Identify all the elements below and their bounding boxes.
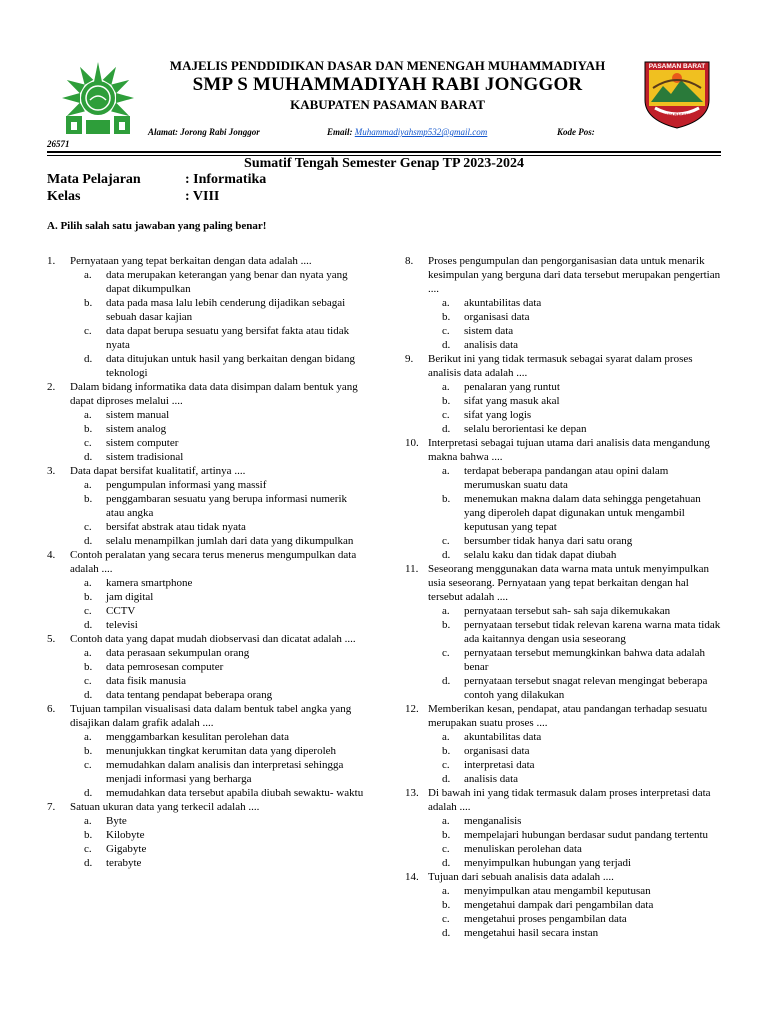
question-text: Dalam bidang informatika data data disimpan dalam bentuk yang dapat diproses melalui .... [70, 381, 358, 407]
answer-option [70, 534, 367, 548]
answer-option [70, 758, 367, 786]
option-text: menggambarkan kesulitan perolehan data [106, 731, 289, 743]
option-letter: c. [442, 535, 450, 547]
option-text: selalu kaku dan tidak dapat diubah [464, 549, 617, 561]
answer-option [428, 884, 723, 898]
option-text: pernyataan tersebut tidak relevan karena warna mata tidak ada kaitannya dengan usia seseorang [464, 619, 721, 645]
option-letter: d. [84, 353, 93, 365]
question-number: 13. [405, 787, 419, 799]
question-text: Proses pengumpulan dan pengorganisasian data untuk menarik kesimpulan yang berguna dari data tersebut merupakan pengertian .... [428, 255, 721, 295]
answer-option [70, 590, 367, 604]
option-text: sifat yang masuk akal [464, 395, 560, 407]
option-text: kamera smartphone [106, 577, 193, 589]
question-item [47, 800, 367, 870]
option-text: jam digital [106, 591, 154, 603]
question-item [47, 254, 367, 380]
answer-options [70, 730, 367, 800]
option-letter: c. [84, 437, 92, 449]
question-number: 2. [47, 381, 56, 393]
option-text: organisasi data [464, 311, 530, 323]
option-letter: b. [442, 745, 451, 757]
subject-value: : Informatika [185, 172, 267, 187]
org-name: MAJELIS PENDDIDIKAN DASAR DAN MENENGAH MUHAMMADIYAH [169, 58, 606, 73]
answer-option [428, 604, 723, 618]
option-letter: d. [84, 689, 93, 701]
option-letter: c. [442, 759, 450, 771]
option-text: data dapat berupa sesuatu yang bersifat fakta atau tidak nyata [106, 325, 350, 351]
option-text: menunjukkan tingkat kerumitan data yang diperoleh [106, 745, 337, 757]
answer-option [428, 814, 723, 828]
answer-options [428, 296, 723, 352]
option-letter: d. [442, 857, 451, 869]
question-item [405, 562, 723, 702]
option-letter: a. [442, 605, 450, 617]
option-text: Kilobyte [106, 829, 145, 841]
answer-option [428, 856, 723, 870]
answer-options [70, 576, 367, 632]
answer-options [428, 730, 723, 786]
class-value: : VIII [185, 189, 220, 204]
answer-option [70, 618, 367, 632]
option-letter: a. [442, 885, 450, 897]
answer-option [428, 772, 723, 786]
option-text: sistem manual [106, 409, 170, 421]
option-letter: a. [84, 731, 92, 743]
answer-options [70, 408, 367, 464]
option-text: analisis data [464, 339, 519, 351]
option-text: mempelajari hubungan berdasar sudut pandang tertentu [464, 829, 709, 841]
option-letter: c. [84, 843, 92, 855]
option-letter: a. [84, 409, 92, 421]
option-letter: c. [442, 647, 450, 659]
subject-row [47, 172, 266, 188]
option-text: bersumber tidak hanya dari satu orang [464, 535, 633, 547]
question-text: Tujuan tampilan visualisasi data dalam bentuk tabel angka yang disajikan dalam grafik adalah .... [70, 703, 352, 729]
question-item [405, 436, 723, 562]
option-text: organisasi data [464, 745, 530, 757]
option-text: memudahkan dalam analisis dan interpretasi sehingga menjadi informasi yang berharga [106, 759, 344, 785]
option-text: bersifat abstrak atau tidak nyata [106, 521, 246, 533]
questions-left-column [47, 254, 367, 870]
option-text: menuliskan perolehan data [464, 843, 582, 855]
exam-title: Sumatif Tengah Semester Genap TP 2023-2024 [244, 156, 524, 171]
answer-option [70, 660, 367, 674]
answer-option [428, 646, 723, 674]
question-item [405, 254, 723, 352]
answer-option [70, 296, 367, 324]
answer-option [428, 674, 723, 702]
answer-option [70, 688, 367, 702]
question-item [405, 786, 723, 870]
option-text: interpretasi data [464, 759, 535, 771]
emblem-motto: TUAH BASAMO [662, 112, 692, 117]
option-letter: b. [84, 423, 93, 435]
answer-option [70, 408, 367, 422]
option-letter: c. [84, 521, 92, 533]
option-text: penggambaran sesuatu yang berupa informasi numerik atau angka [106, 493, 348, 519]
question-text: Seseorang menggunakan data warna mata untuk menyimpulkan usia seseorang. Pernyataan yang tepat berkaitan dengan hal tersebut adalah .... [428, 563, 710, 603]
postal-code: 26571 [47, 139, 70, 149]
option-letter: b. [442, 311, 451, 323]
answer-option [70, 352, 367, 380]
letterhead-rule-thick [47, 151, 721, 153]
option-letter: c. [84, 759, 92, 771]
answer-option [428, 534, 723, 548]
answer-option [428, 408, 723, 422]
option-letter: b. [442, 619, 451, 631]
answer-option [70, 450, 367, 464]
school-address: Alamat: Jorong Rabi Jonggor [148, 127, 260, 137]
email-line [327, 127, 487, 137]
option-letter: c. [442, 843, 450, 855]
option-text: akuntabilitas data [464, 297, 542, 309]
answer-option [70, 814, 367, 828]
option-text: analisis data [464, 773, 519, 785]
option-letter: b. [84, 745, 93, 757]
question-item [405, 352, 723, 436]
option-letter: a. [442, 465, 450, 477]
option-text: selalu berorientasi ke depan [464, 423, 587, 435]
postal-label: Kode Pos: [557, 127, 595, 137]
option-letter: b. [442, 395, 451, 407]
option-letter: d. [84, 619, 93, 631]
class-row [47, 189, 219, 205]
answer-option [428, 492, 723, 534]
option-text: sistem tradisional [106, 451, 184, 463]
option-text: data pemrosesan computer [106, 661, 224, 673]
email-link[interactable]: Muhammadiyahsmp532@gmail.com [354, 127, 488, 137]
option-text: mengetahui dampak dari pengambilan data [464, 899, 654, 911]
question-text: Tujuan dari sebuah analisis data adalah .... [428, 871, 614, 883]
answer-option [428, 296, 723, 310]
answer-option [428, 842, 723, 856]
option-text: menyimpulkan hubungan yang terjadi [464, 857, 632, 869]
answer-option [70, 730, 367, 744]
question-text: Di bawah ini yang tidak termasuk dalam proses interpretasi data adalah .... [428, 787, 711, 813]
option-text: data merupakan keterangan yang benar dan nyata yang dapat dikumpulkan [106, 269, 348, 295]
option-text: sistem data [464, 325, 514, 337]
question-text: Interpretasi sebagai tujuan utama dari analisis data mengandung makna bahwa .... [428, 437, 710, 463]
question-text: Satuan ukuran data yang terkecil adalah .... [70, 801, 260, 813]
answer-option [70, 324, 367, 352]
option-text: menemukan makna dalam data sehingga pengetahuan yang diperoleh dapat digunakan untuk mengambil keputusan yang tepat [464, 493, 701, 533]
option-letter: c. [442, 325, 450, 337]
question-item [405, 702, 723, 786]
answer-option [428, 338, 723, 352]
question-number: 9. [405, 353, 414, 365]
answer-option [70, 268, 367, 296]
answer-option [428, 912, 723, 926]
option-text: data fisik manusia [106, 675, 187, 687]
question-text: Pernyataan yang tepat berkaitan dengan data adalah .... [70, 255, 312, 267]
option-text: pernyataan tersebut snagat relevan mengingat beberapa contoh yang dilakukan [464, 675, 708, 701]
option-letter: d. [442, 927, 451, 939]
question-item [47, 548, 367, 632]
option-letter: b. [84, 493, 93, 505]
question-number: 4. [47, 549, 56, 561]
option-letter: b. [442, 829, 451, 841]
option-text: sifat yang logis [464, 409, 532, 421]
answer-options [428, 380, 723, 436]
question-text: Contoh data yang dapat mudah diobservasi dan dicatat adalah .... [70, 633, 356, 645]
option-text: menganalisis [464, 815, 522, 827]
question-text: Memberikan kesan, pendapat, atau pandangan terhadap sesuatu merupakan suatu proses .... [428, 703, 708, 729]
option-letter: a. [84, 269, 92, 281]
option-letter: b. [442, 899, 451, 911]
option-letter: d. [442, 773, 451, 785]
answer-option [428, 730, 723, 744]
option-text: mengetahui hasil secara instan [464, 927, 599, 939]
option-letter: c. [84, 675, 92, 687]
answer-option [70, 576, 367, 590]
answer-option [428, 828, 723, 842]
answer-option [70, 856, 367, 870]
question-text: Berikut ini yang tidak termasuk sebagai syarat dalam proses analisis data adalah .... [428, 353, 693, 379]
question-number: 8. [405, 255, 414, 267]
option-text: CCTV [106, 605, 136, 617]
answer-option [428, 324, 723, 338]
emblem-title: PASAMAN BARAT [648, 63, 706, 70]
option-letter: a. [84, 647, 92, 659]
option-letter: b. [442, 493, 451, 505]
question-number: 14. [405, 871, 419, 883]
option-text: menyimpulkan atau mengambil keputusan [464, 885, 651, 897]
question-item [405, 870, 723, 940]
question-number: 7. [47, 801, 56, 813]
answer-option [428, 618, 723, 646]
answer-options [428, 814, 723, 870]
option-text: sistem analog [106, 423, 167, 435]
option-letter: a. [442, 731, 450, 743]
email-label: Email: [327, 127, 353, 137]
option-text: mengetahui proses pengambilan data [464, 913, 627, 925]
option-letter: d. [84, 535, 93, 547]
district-name: KABUPATEN PASAMAN BARAT [290, 97, 485, 112]
answer-option [428, 464, 723, 492]
option-text: penalaran yang runtut [464, 381, 560, 393]
answer-option [70, 842, 367, 856]
question-text: Contoh peralatan yang secara terus menerus mengumpulkan data adalah .... [70, 549, 357, 575]
option-letter: a. [84, 479, 92, 491]
option-letter: c. [84, 605, 92, 617]
option-text: memudahkan data tersebut apabila diubah sewaktu- waktu [106, 787, 364, 799]
question-item [47, 702, 367, 800]
option-letter: a. [442, 815, 450, 827]
subject-label: Mata Pelajaran [47, 172, 141, 187]
muhammadiyah-logo [62, 60, 134, 138]
pasaman-barat-emblem [641, 58, 713, 130]
option-letter: d. [442, 675, 451, 687]
question-text: Data dapat bersifat kualitatif, artinya .... [70, 465, 246, 477]
option-letter: a. [84, 577, 92, 589]
instruction: A. Pilih salah satu jawaban yang paling benar! [47, 220, 267, 232]
option-letter: a. [442, 297, 450, 309]
answer-options [70, 814, 367, 870]
answer-option [70, 646, 367, 660]
question-number: 1. [47, 255, 56, 267]
answer-options [70, 478, 367, 548]
answer-option [70, 478, 367, 492]
option-letter: c. [84, 325, 92, 337]
answer-option [70, 828, 367, 842]
option-letter: d. [442, 339, 451, 351]
school-name: SMP S MUHAMMADIYAH RABI JONGGOR [192, 74, 583, 95]
option-letter: b. [84, 829, 93, 841]
question-number: 12. [405, 703, 419, 715]
answer-option [70, 674, 367, 688]
option-text: pernyataan tersebut memungkinkan bahwa data adalah benar [464, 647, 705, 673]
option-letter: a. [442, 381, 450, 393]
option-text: sistem computer [106, 437, 179, 449]
answer-option [428, 926, 723, 940]
question-number: 6. [47, 703, 56, 715]
letterhead [140, 58, 635, 113]
question-number: 5. [47, 633, 56, 645]
answer-option [428, 310, 723, 324]
question-item [47, 464, 367, 548]
question-number: 10. [405, 437, 419, 449]
option-text: pernyataan tersebut sah- sah saja dikemukakan [464, 605, 671, 617]
option-text: selalu menampilkan jumlah dari data yang dikumpulkan [106, 535, 354, 547]
answer-options [70, 268, 367, 380]
answer-options [428, 604, 723, 702]
question-item [47, 380, 367, 464]
option-letter: d. [84, 451, 93, 463]
answer-option [428, 422, 723, 436]
answer-options [428, 884, 723, 940]
option-text: Gigabyte [106, 843, 147, 855]
option-text: data tentang pendapat beberapa orang [106, 689, 273, 701]
option-letter: d. [442, 549, 451, 561]
question-item [47, 632, 367, 702]
option-letter: d. [442, 423, 451, 435]
option-letter: b. [84, 591, 93, 603]
answer-option [70, 786, 367, 800]
answer-option [428, 744, 723, 758]
question-number: 11. [405, 563, 419, 575]
answer-option [70, 492, 367, 520]
answer-option [70, 604, 367, 618]
option-letter: b. [84, 661, 93, 673]
option-text: televisi [106, 619, 138, 631]
answer-option [428, 898, 723, 912]
answer-option [70, 422, 367, 436]
option-letter: a. [84, 815, 92, 827]
answer-option [428, 548, 723, 562]
question-number: 3. [47, 465, 56, 477]
option-text: akuntabilitas data [464, 731, 542, 743]
option-letter: d. [84, 857, 93, 869]
option-text: data perasaan sekumpulan orang [106, 647, 250, 659]
answer-option [428, 380, 723, 394]
answer-option [428, 758, 723, 772]
answer-options [70, 646, 367, 702]
option-letter: b. [84, 297, 93, 309]
answer-option [70, 520, 367, 534]
option-letter: c. [442, 913, 450, 925]
option-text: terabyte [106, 857, 142, 869]
option-text: data pada masa lalu lebih cenderung dijadikan sebagai sebuah dasar kajian [106, 297, 346, 323]
option-letter: d. [84, 787, 93, 799]
answer-options [428, 464, 723, 562]
answer-option [70, 436, 367, 450]
answer-option [428, 394, 723, 408]
option-text: Byte [106, 815, 127, 827]
option-letter: c. [442, 409, 450, 421]
class-label: Kelas [47, 189, 81, 204]
option-text: pengumpulan informasi yang massif [106, 479, 267, 491]
questions-right-column [405, 254, 723, 940]
option-text: terdapat beberapa pandangan atau opini dalam merumuskan suatu data [464, 465, 669, 491]
answer-option [70, 744, 367, 758]
option-text: data ditujukan untuk hasil yang berkaitan dengan bidang teknologi [106, 353, 355, 379]
